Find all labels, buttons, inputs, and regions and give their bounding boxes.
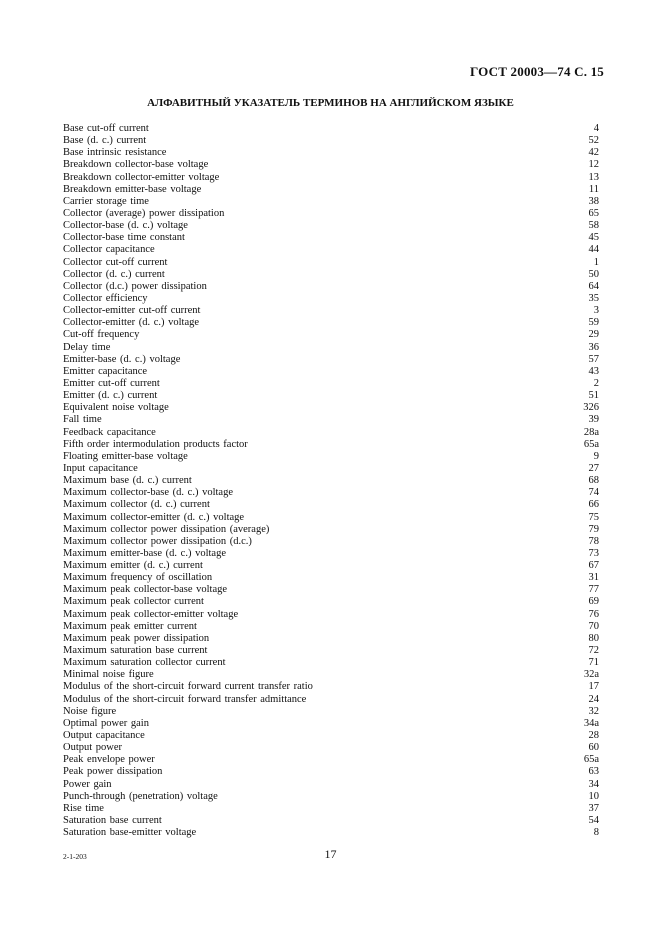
term-text: Output capacitance (63, 730, 145, 742)
index-entry (63, 718, 599, 730)
term-text: Punch-through (penetration) voltage (63, 790, 218, 802)
index-entry (63, 135, 599, 147)
term-number: 65 (588, 207, 599, 219)
term-index (63, 123, 599, 839)
term-number: 51 (588, 390, 599, 402)
index-entry (63, 220, 599, 232)
term-text: Collector (average) power dissipation (63, 207, 225, 219)
term-text: Collector-base (d. c.) voltage (63, 220, 188, 232)
index-entry (63, 439, 599, 451)
term-number: 326 (583, 402, 599, 414)
term-text: Maximum peak collector-emitter voltage (63, 608, 239, 620)
term-text: Collector capacitance (63, 244, 155, 256)
term-text: Maximum emitter (d. c.) current (63, 560, 203, 572)
term-number: 77 (588, 584, 599, 596)
term-number: 3 (593, 305, 599, 317)
index-entry (63, 414, 599, 426)
term-text: Peak power dissipation (63, 766, 163, 778)
term-text: Emitter cut-off current (63, 377, 160, 389)
index-entry (63, 742, 599, 754)
term-text: Maximum collector power dissipation (d.c.) (63, 535, 252, 547)
term-number: 65a (583, 754, 599, 766)
term-text: Base intrinsic resistance (63, 147, 167, 159)
index-entry (63, 232, 599, 244)
index-entry (63, 815, 599, 827)
term-number: 8 (593, 827, 599, 839)
term-number: 9 (593, 450, 599, 462)
index-entry (63, 354, 599, 366)
term-text: Collector (d.c.) power dissipation (63, 280, 207, 292)
term-number: 10 (588, 790, 599, 802)
term-text: Rise time (63, 802, 104, 814)
index-entry (63, 560, 599, 572)
term-number: 39 (588, 414, 599, 426)
term-number: 70 (588, 620, 599, 632)
index-entry (63, 269, 599, 281)
term-number: 34 (588, 778, 599, 790)
index-entry (63, 536, 599, 548)
term-text: Fifth order intermodulation products factor (63, 438, 248, 450)
term-text: Equivalent noise voltage (63, 402, 169, 414)
term-number: 73 (588, 547, 599, 559)
term-number: 67 (588, 560, 599, 572)
term-text: Maximum peak collector-base voltage (63, 584, 228, 596)
term-text: Minimal noise figure (63, 669, 154, 681)
term-number: 43 (588, 365, 599, 377)
index-entry (63, 402, 599, 414)
term-text: Feedback capacitance (63, 426, 156, 438)
term-text: Floating emitter-base voltage (63, 450, 188, 462)
term-text: Collector-emitter cut-off current (63, 305, 201, 317)
term-number: 27 (588, 462, 599, 474)
term-text: Maximum collector-emitter (d. c.) voltage (63, 511, 245, 523)
term-text: Carrier storage time (63, 195, 149, 207)
term-number: 78 (588, 535, 599, 547)
term-text: Power gain (63, 778, 112, 790)
term-text: Delay time (63, 341, 111, 353)
index-entry (63, 706, 599, 718)
index-entry (63, 584, 599, 596)
index-entry (63, 779, 599, 791)
term-text: Maximum collector power dissipation (average) (63, 523, 270, 535)
index-entry (63, 208, 599, 220)
index-entry (63, 730, 599, 742)
term-number: 42 (588, 147, 599, 159)
index-entry (63, 147, 599, 159)
term-number: 75 (588, 511, 599, 523)
term-text: Maximum collector-base (d. c.) voltage (63, 487, 233, 499)
index-entry (63, 633, 599, 645)
index-entry (63, 451, 599, 463)
term-number: 60 (588, 742, 599, 754)
term-number: 69 (588, 596, 599, 608)
index-entry (63, 487, 599, 499)
term-number: 71 (588, 657, 599, 669)
term-text: Maximum peak emitter current (63, 620, 197, 632)
term-number: 66 (588, 499, 599, 511)
index-entry (63, 159, 599, 171)
term-text: Collector-base time constant (63, 232, 185, 244)
term-text: Input capacitance (63, 462, 138, 474)
index-title: АЛФАВИТНЫЙ УКАЗАТЕЛЬ ТЕРМИНОВ НА АНГЛИЙСКОМ ЯЗЫКЕ (147, 97, 514, 109)
term-number: 31 (588, 572, 599, 584)
term-number: 68 (588, 475, 599, 487)
term-text: Emitter-base (d. c.) voltage (63, 353, 181, 365)
term-number: 35 (588, 292, 599, 304)
term-text: Breakdown collector-base voltage (63, 159, 209, 171)
term-number: 12 (588, 159, 599, 171)
index-entry (63, 512, 599, 524)
index-entry (63, 694, 599, 706)
term-text: Modulus of the short-circuit forward transfer admittance (63, 693, 307, 705)
term-number: 58 (588, 220, 599, 232)
term-text: Maximum peak power dissipation (63, 632, 210, 644)
term-number: 74 (588, 487, 599, 499)
index-entry (63, 475, 599, 487)
index-entry (63, 390, 599, 402)
term-text: Maximum frequency of oscillation (63, 572, 213, 584)
term-number: 34a (583, 717, 599, 729)
index-entry (63, 657, 599, 669)
term-number: 2 (593, 377, 599, 389)
term-number: 4 (593, 123, 599, 134)
index-entry (63, 123, 599, 135)
index-entry (63, 281, 599, 293)
term-number: 32 (588, 705, 599, 717)
index-entry (63, 257, 599, 269)
term-text: Maximum peak collector current (63, 596, 204, 608)
term-text: Breakdown collector-emitter voltage (63, 171, 220, 183)
term-text: Cut-off frequency (63, 329, 140, 341)
term-number: 65a (583, 438, 599, 450)
term-number: 76 (588, 608, 599, 620)
term-text: Base cut-off current (63, 123, 149, 134)
term-number: 80 (588, 632, 599, 644)
term-number: 11 (588, 183, 599, 195)
index-entry (63, 499, 599, 511)
term-number: 1 (593, 256, 599, 268)
term-number: 63 (588, 766, 599, 778)
term-text: Saturation base-emitter voltage (63, 827, 197, 839)
term-number: 50 (588, 268, 599, 280)
term-number: 37 (588, 802, 599, 814)
term-number: 45 (588, 232, 599, 244)
index-entry (63, 305, 599, 317)
term-number: 54 (588, 815, 599, 827)
page-number: 17 (324, 847, 337, 861)
term-text: Maximum saturation collector current (63, 657, 226, 669)
term-number: 44 (588, 244, 599, 256)
term-number: 79 (588, 523, 599, 535)
term-number: 13 (588, 171, 599, 183)
term-text: Emitter capacitance (63, 365, 148, 377)
term-text: Collector efficiency (63, 292, 148, 304)
term-text: Emitter (d. c.) current (63, 390, 158, 402)
term-number: 28a (583, 426, 599, 438)
index-entry (63, 293, 599, 305)
term-number: 29 (588, 329, 599, 341)
index-entry (63, 463, 599, 475)
term-text: Fall time (63, 414, 102, 426)
term-text: Maximum saturation base current (63, 645, 208, 657)
index-entry (63, 669, 599, 681)
term-text: Maximum collector (d. c.) current (63, 499, 210, 511)
term-number: 72 (588, 645, 599, 657)
term-number: 38 (588, 195, 599, 207)
index-entry (63, 791, 599, 803)
term-text: Output power (63, 742, 123, 754)
index-entry (63, 596, 599, 608)
term-number: 24 (588, 693, 599, 705)
index-entry (63, 621, 599, 633)
term-text: Maximum emitter-base (d. c.) voltage (63, 547, 226, 559)
term-text: Collector cut-off current (63, 256, 168, 268)
index-entry (63, 754, 599, 766)
index-entry (63, 645, 599, 657)
term-text: Breakdown emitter-base voltage (63, 183, 202, 195)
term-number: 64 (588, 280, 599, 292)
index-entry (63, 378, 599, 390)
term-text: Base (d. c.) current (63, 135, 147, 147)
page-header: ГОСТ 20003—74 С. 15 (470, 64, 604, 79)
footer-code: 2-1-203 (63, 852, 87, 861)
term-text: Modulus of the short-circuit forward current transfer ratio (63, 681, 313, 693)
term-number: 57 (588, 353, 599, 365)
index-entry (63, 548, 599, 560)
index-entry (63, 329, 599, 341)
term-text: Peak envelope power (63, 754, 155, 766)
index-entry (63, 342, 599, 354)
index-entry (63, 609, 599, 621)
index-entry (63, 366, 599, 378)
term-number: 52 (588, 135, 599, 147)
index-entry (63, 317, 599, 329)
term-text: Optimal power gain (63, 717, 149, 729)
index-entry (63, 766, 599, 778)
index-entry (63, 572, 599, 584)
term-number: 17 (588, 681, 599, 693)
index-entry (63, 172, 599, 184)
term-text: Collector-emitter (d. c.) voltage (63, 317, 200, 329)
term-number: 32a (583, 669, 599, 681)
term-text: Maximum base (d. c.) current (63, 475, 192, 487)
index-entry (63, 827, 599, 839)
index-entry (63, 681, 599, 693)
term-text: Collector (d. c.) current (63, 268, 165, 280)
term-text: Noise figure (63, 705, 117, 717)
term-number: 36 (588, 341, 599, 353)
term-text: Saturation base current (63, 815, 162, 827)
index-entry (63, 803, 599, 815)
term-number: 59 (588, 317, 599, 329)
index-entry (63, 427, 599, 439)
index-entry (63, 196, 599, 208)
term-number: 28 (588, 730, 599, 742)
index-entry (63, 524, 599, 536)
index-entry (63, 244, 599, 256)
index-entry (63, 184, 599, 196)
